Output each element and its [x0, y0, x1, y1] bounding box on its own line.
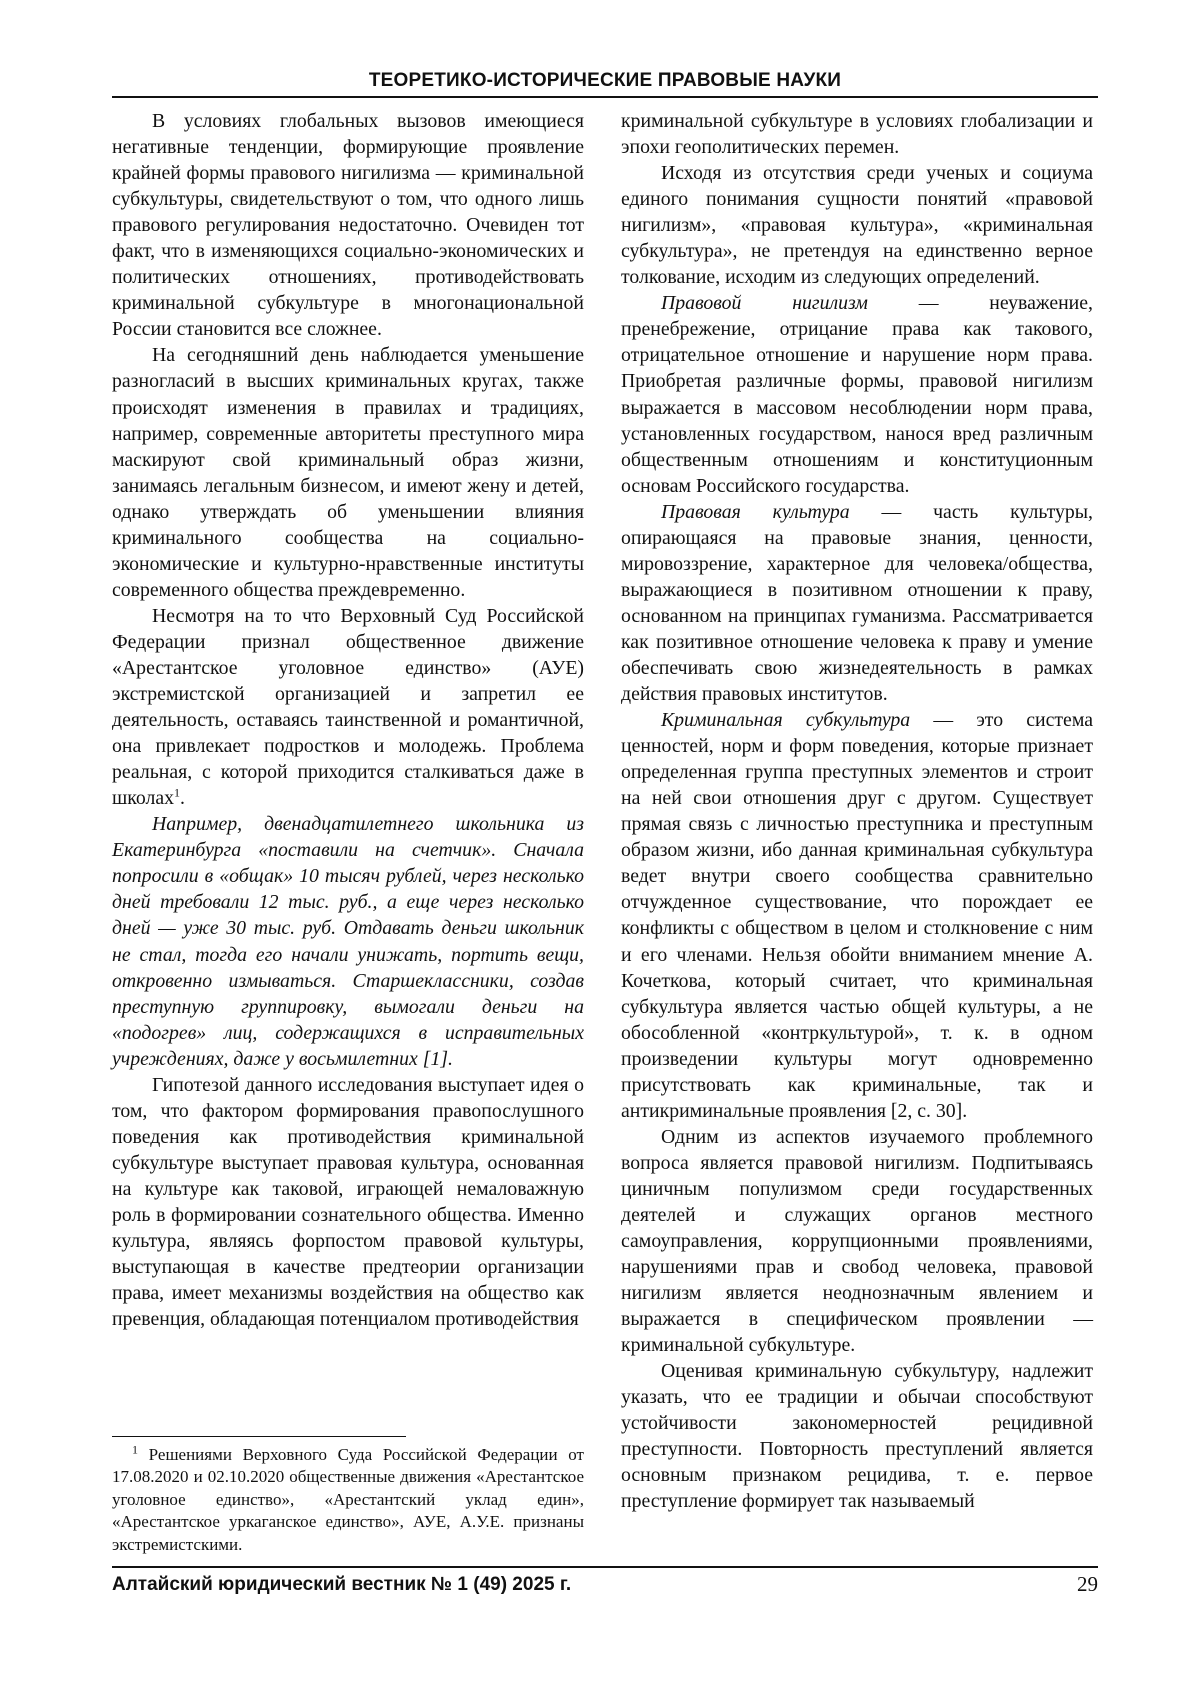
header-rule: [112, 96, 1098, 98]
left-column: [112, 108, 584, 1332]
footnote-separator: [112, 1436, 406, 1437]
definition-text: — часть культуры, опирающаяся на правовые знания, ценности, мировоззрение, характерное для человека/общества, выражающиеся в позитивном отношении к праву, основанном на принципах гуманизма. Рассматривается как позитивное отношение человека к праву и умение обеспечивать свою жизнедеятельность в рамках действия правовых институтов.: [621, 500, 1093, 706]
right-column: [621, 108, 1093, 1515]
term: Правовой нигилизм: [661, 292, 868, 315]
paragraph: Исходя из отсутствия среди ученых и социума единого понимания сущности понятий «правовой нигилизм», «правовая культура», «криминальная субкультура», не претендуя на единственно верное толкование, исходим из следующих определений.: [621, 162, 1093, 289]
footnote: [112, 1444, 584, 1556]
paragraph: криминальной субкультуре в условиях глобализации и эпохи геополитических перемен.: [621, 110, 1093, 159]
definition-paragraph: [621, 499, 1093, 707]
paragraph: [112, 603, 584, 811]
running-header: ТЕОРЕТИКО-ИСТОРИЧЕСКИЕ ПРАВОВЫЕ НАУКИ: [368, 70, 842, 91]
footnote-mark: 1: [132, 1442, 138, 1457]
footer-rule: [112, 1566, 1098, 1568]
page-number: 29: [1077, 1572, 1098, 1596]
footnote-reference[interactable]: 1: [174, 785, 181, 800]
paragraph: Одним из аспектов изучаемого проблемного вопроса является правовой нигилизм. Подпитываясь циничным популизмом среди государственных деятелей и служащих органов местного самоуправления, коррупционными проявлениями, нарушениями прав и свобод человека, правовой нигилизм является неоднозначным явлением и выражается в специфическом проявлении — криминальной субкультуре.: [621, 1125, 1093, 1357]
paragraph: В условиях глобальных вызовов имеющиеся негативные тенденции, формирующие проявление крайней формы правового нигилизма — криминальной субкультуры, свидетельствуют о том, что одного лишь правового регулирования недостаточно. Очевиден тот факт, что в изменяющихся социально-экономических и политических отношениях, противодействовать криминальной субкультуре в многонациональной России становится все сложнее.: [112, 110, 584, 341]
journal-title: Алтайский юридический вестник № 1 (49) 2025 г.: [112, 1574, 572, 1595]
definition-text: — это система ценностей, норм и форм поведения, которые признает определенная группа преступных элементов и строит на ней свои отношения друг с другом. Существует прямая связь с личностью преступника и преступным образом жизни, ибо данная криминальная субкультура ведет внутри своего сообщества сравнительно отчужденное существование, что порождает ее конфликты с обществом в целом и столкновение с ним и его членами. Нельзя обойти вниманием мнение А. Кочеткова, который считает, что криминальная субкультура является частью общей культуры, а не обособленной «контркультурой», т. к. в одном произведении культуры могут одновременно присутствовать как криминальные, так и антикриминальные проявления [2, с. 30].: [621, 709, 1093, 1122]
paragraph: На сегодняшний день наблюдается уменьшение разногласий в высших криминальных кругах, также происходят изменения в правилах и традициях, например, современные авторитеты преступного мира маскируют свой криминальный образ жизни, занимаясь легальным бизнесом, и имеют жену и детей, однако утверждать об уменьшении влияния криминального сообщества на социально-экономические и культурно-нравственные институты современного общества преждевременно.: [112, 344, 584, 601]
example-paragraph: [112, 811, 584, 1071]
paragraph: Оценивая криминальную субкультуру, надлежит указать, что ее традиции и обычаи способствуют устойчивости закономерностей рецидивной преступности. Повторность преступлений является основным признаком рецидива, т. е. первое преступление формирует так называемый: [621, 1360, 1093, 1513]
paragraph-text: Несмотря на то что Верховный Суд Российской Федерации признал общественное движение «Арестантское уголовное единство» (АУЕ) экстремистской организацией и запретил ее деятельность, оставаясь таинственной и романтичной, она привлекает подростков и молодежь. Проблема реальная, с которой приходится сталкиваться даже в школах: [112, 604, 584, 810]
term: Правовая культура: [661, 500, 850, 523]
example-text: Например, двенадцатилетнего школьника из Екатеринбурга «поставили на счетчик». Сначала попросили в «общак» 10 тысяч рублей, через несколько дней требовали 12 тыс. руб., а еще через несколько дней — уже 30 тыс. руб. Отдавать деньги школьник не стал, тогда его начали унижать, портить вещи, откровенно измываться. Старшеклассники, создав преступную группировку, вымогали деньги на «подогрев» лиц, содержащихся в исправительных учреждениях, даже у восьмилетних [1].: [112, 813, 584, 1070]
paragraph-end: .: [180, 787, 185, 810]
term: Криминальная субкультура: [661, 709, 911, 732]
paragraph: Гипотезой данного исследования выступает идея о том, что фактором формирования правопослушного поведения как противодействия криминальной субкультуре выступает правовая культура, основанная на культуре как таковой, играющей немаловажную роль в формировании сознательного общества. Именно культура, являясь форпостом правовой культуры, выступающая в качестве предтеории организации права, имеет механизмы воздействия на общество как превенция, обладающая потенциалом противодействия: [112, 1073, 584, 1331]
definition-text: — неуважение, пренебрежение, отрицание права как такового, отрицательное отношение и нарушение норм права. Приобретая различные формы, правовой нигилизм выражается в массовом несоблюдении норм права, установленных государством, нанося вред различным общественным отношениям и конституционным основам Российского государства.: [621, 292, 1093, 497]
definition-paragraph: [621, 707, 1093, 1124]
footnote-text: Решениями Верховного Суда Российской Федерации от 17.08.2020 и 02.10.2020 общественные движения «Арестантское уголовное единство», «Арестантский уклад един», «Арестантское уркаганское единство», АУЕ, А.У.Е. признаны экстремистскими.: [112, 1445, 584, 1554]
definition-paragraph: [621, 290, 1093, 498]
